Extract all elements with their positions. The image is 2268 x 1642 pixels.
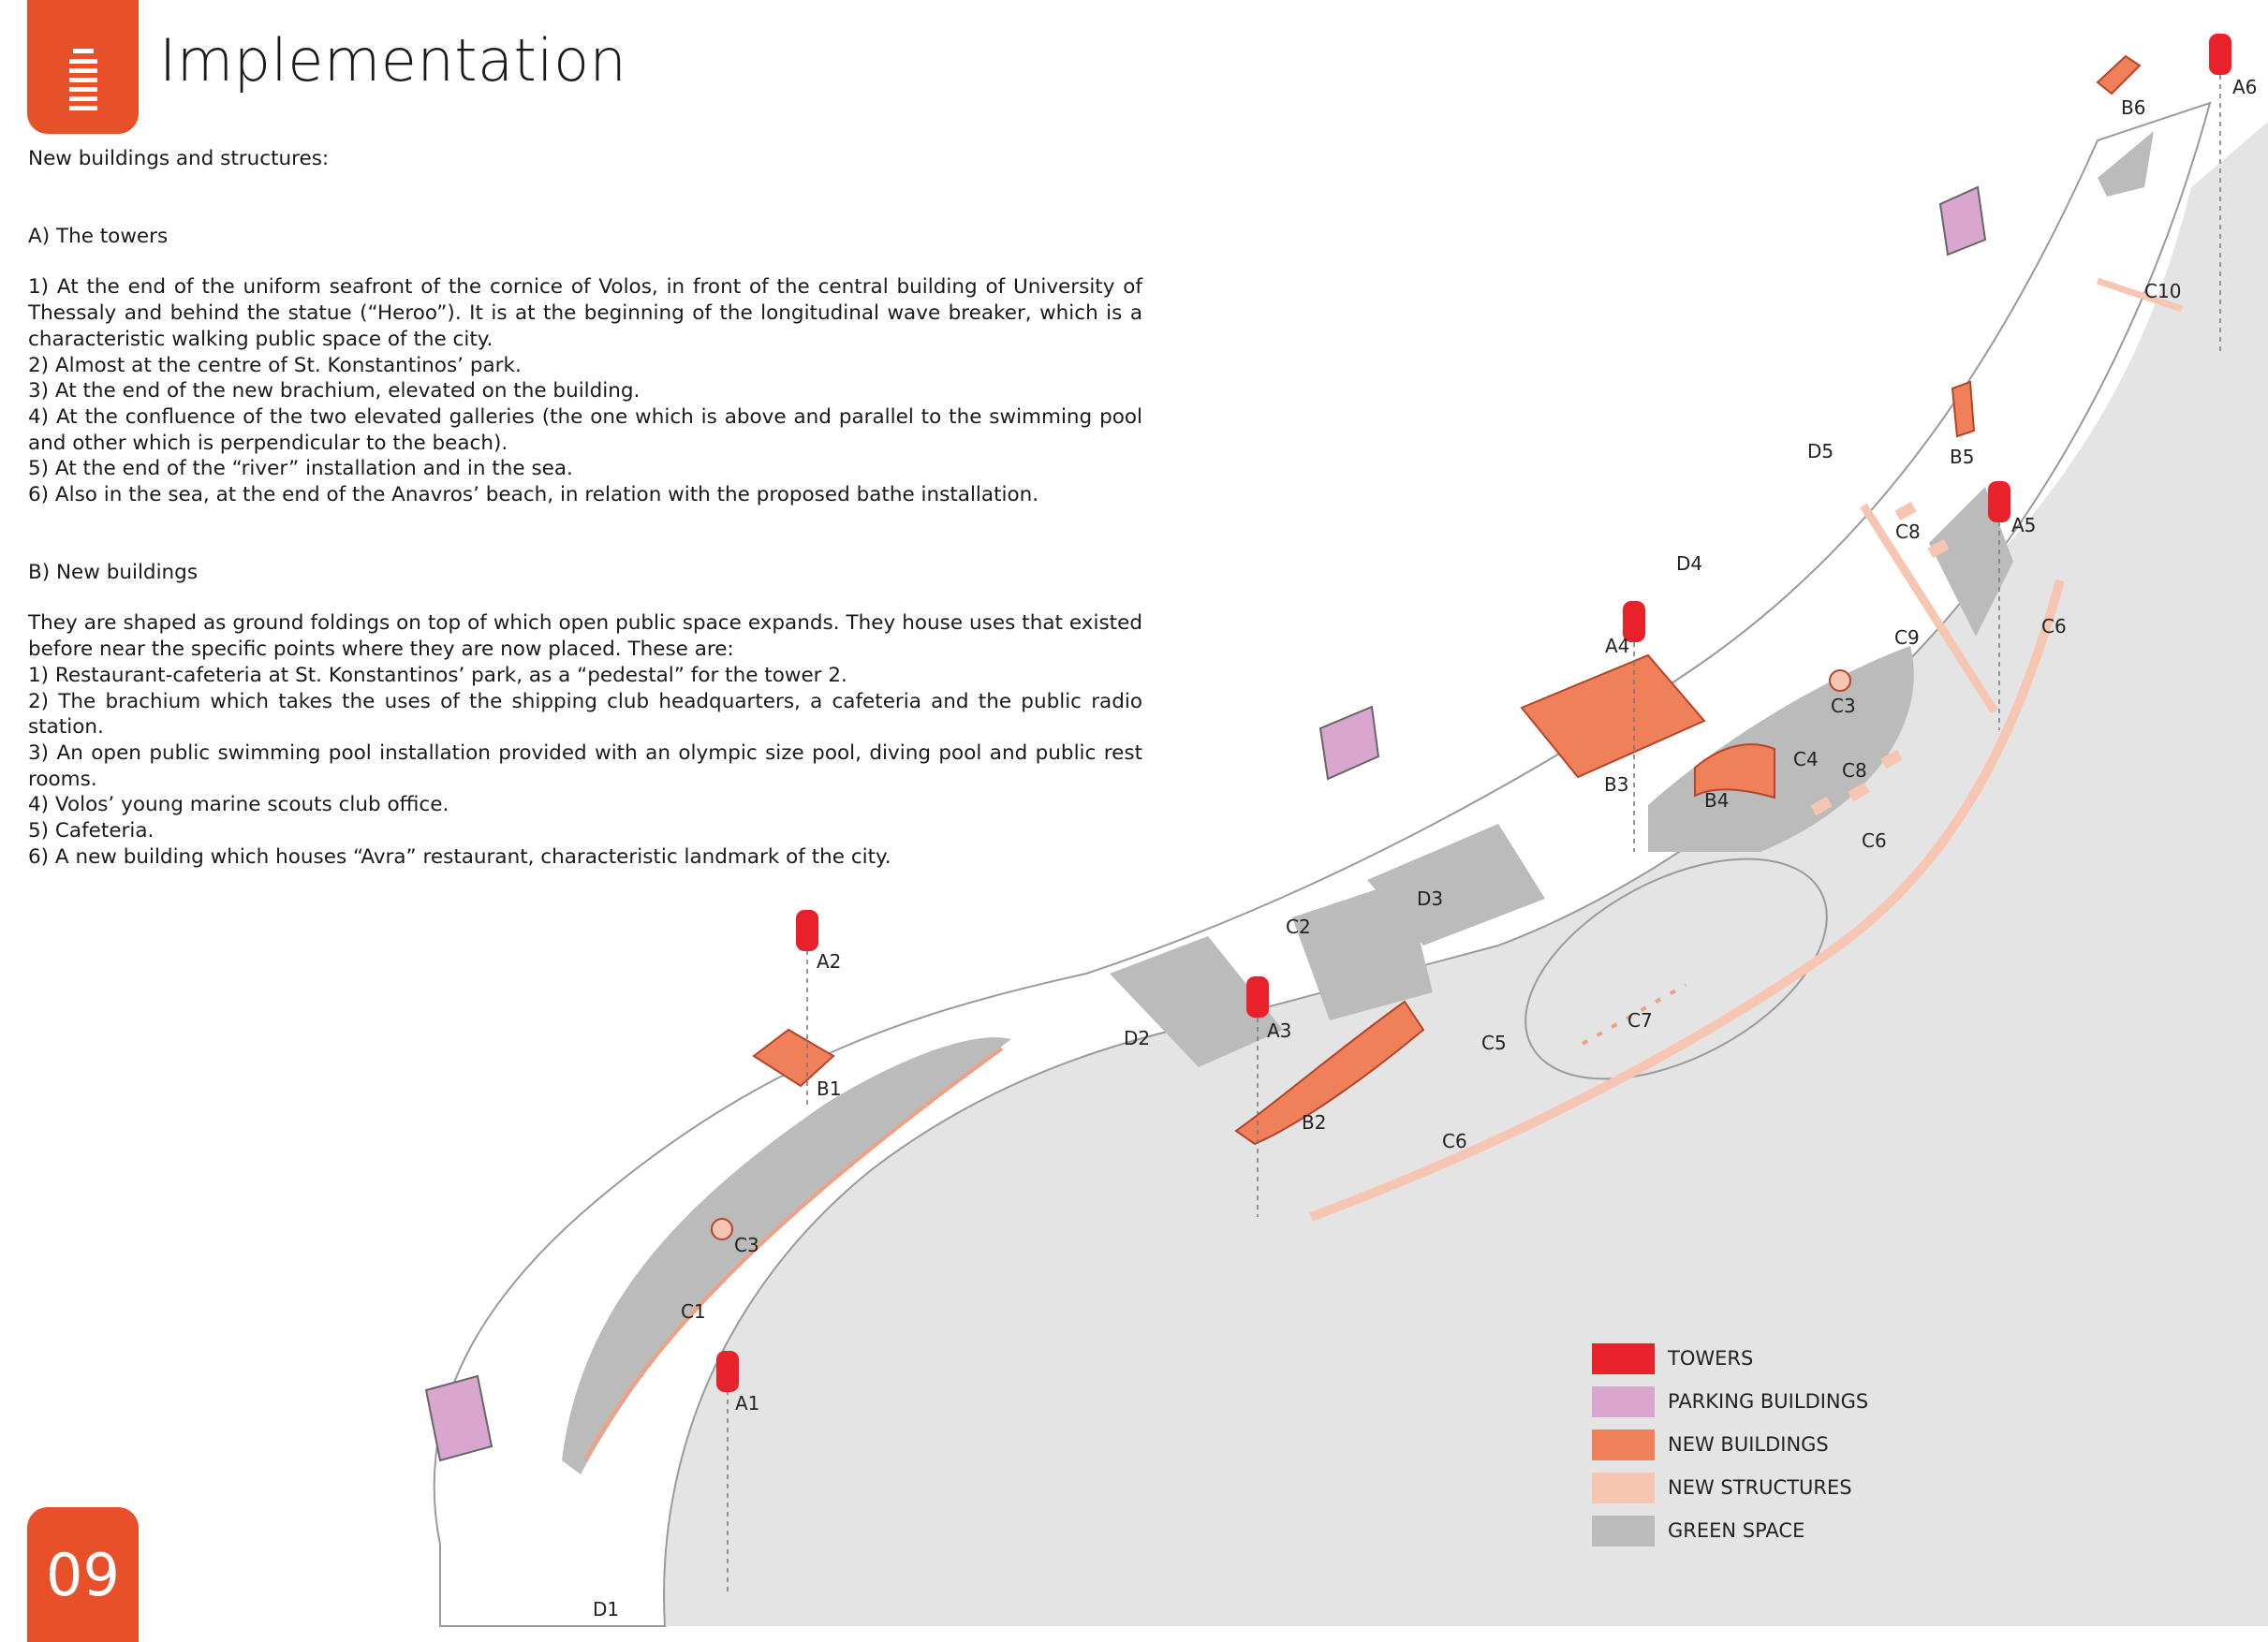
page-number: 09 [27,1507,139,1642]
label-c4: C4 [1793,748,1819,770]
legend-label: NEW STRUCTURES [1668,1476,1852,1499]
label-a5: A5 [2011,514,2037,536]
label-c6: C6 [1442,1130,1467,1152]
label-d1: D1 [593,1598,620,1620]
legend-swatch [1592,1386,1655,1417]
legend-swatch [1592,1343,1655,1374]
label-b2: B2 [1302,1111,1327,1134]
buildings-item: 1) Restaurant-cafeteria at St. Konstantinos’ park, as a “pedestal” for the tower 2. [28,663,847,687]
towers-item: 1) At the end of the uniform seafront of the cornice of Volos, in front of the central building of University of Thessaly and behind the statue (“Heroo”). It is at the beginning of the longitudinal wave breaker, which is a characteristic walking public space of the city. [28,275,1142,351]
label-c1: C1 [681,1300,706,1323]
buildings-item: 2) The brachium which takes the uses of the shipping club headquarters, a cafeteria and the public radio station. [28,689,1142,740]
legend-item-parking [1592,1380,1868,1423]
label-b6: B6 [2121,96,2146,119]
page-title: Implementation [159,26,627,95]
label-c8: C8 [1895,520,1921,543]
legend-swatch [1592,1516,1655,1547]
label-b1: B1 [817,1078,842,1100]
new-building-b6 [2098,56,2140,94]
legend-swatch [1592,1429,1655,1460]
label-a3: A3 [1267,1019,1292,1042]
towers-item: 2) Almost at the centre of St. Konstantinos’ park. [28,353,522,377]
buildings-heading: B) New buildings [28,560,199,584]
towers-item: 4) At the confluence of the two elevated galleries (the one which is above and parallel to the swimming pool and other which is perpendicular to the beach). [28,404,1142,455]
legend-item-towers [1592,1337,1868,1380]
legend [1592,1337,1868,1552]
label-d4: D4 [1676,552,1703,575]
label-a4: A4 [1605,635,1630,657]
label-c6: C6 [2041,615,2067,638]
legend-label: GREEN SPACE [1668,1519,1805,1542]
label-b4: B4 [1704,789,1730,812]
label-d2: D2 [1124,1027,1151,1049]
towers-item: 5) At the end of the “river” installation and in the sea. [28,457,573,481]
parking-building [1940,187,1985,255]
legend-item-new-buildings [1592,1423,1868,1466]
towers-item: 3) At the end of the new brachium, elevated on the building. [28,379,641,403]
new-structure-c3 [1830,670,1850,691]
towers-item: 6) Also in the sea, at the end of the Anavros’ beach, in relation with the proposed bathe installation. [28,483,1039,507]
legend-label: PARKING BUILDINGS [1668,1390,1869,1413]
buildings-item: 3) An open public swimming pool installation provided with an olympic size pool, diving pool and public rest rooms. [28,740,1142,791]
new-structure-c3 [712,1219,732,1239]
label-a2: A2 [817,950,842,973]
towers-heading: A) The towers [28,224,169,248]
buildings-item: 4) Volos’ young marine scouts club office. [28,793,449,817]
label-c3: C3 [734,1234,759,1256]
label-c10: C10 [2144,280,2182,302]
label-c6: C6 [1862,829,1887,852]
new-building-b5 [1952,382,1974,436]
legend-item-green-space [1592,1509,1868,1552]
legend-label: NEW BUILDINGS [1668,1433,1829,1456]
label-c8: C8 [1842,759,1867,782]
label-b5: B5 [1950,446,1975,468]
buildings-item: 5) Cafeteria. [28,819,155,843]
label-d5: D5 [1807,440,1834,462]
legend-item-new-structures [1592,1466,1868,1509]
label-c7: C7 [1627,1009,1653,1032]
label-b3: B3 [1604,773,1629,796]
label-d3: D3 [1417,887,1444,910]
label-c2: C2 [1286,916,1311,938]
label-c9: C9 [1894,626,1920,649]
label-a6: A6 [2232,76,2258,98]
intro-text: New buildings and structures: [28,147,330,170]
buildings-intro: They are shaped as ground foldings on top of which open public space expands. They house uses that existed before near the specific points where they are now placed. These are: [28,611,1142,662]
label-c5: C5 [1481,1032,1507,1054]
label-c3: C3 [1831,695,1856,717]
parking-building [1320,707,1378,779]
label-a1: A1 [735,1392,760,1415]
legend-swatch [1592,1473,1655,1503]
legend-label: TOWERS [1668,1347,1754,1370]
buildings-item: 6) A new building which houses “Avra” restaurant, characteristic landmark of the city. [28,844,891,869]
